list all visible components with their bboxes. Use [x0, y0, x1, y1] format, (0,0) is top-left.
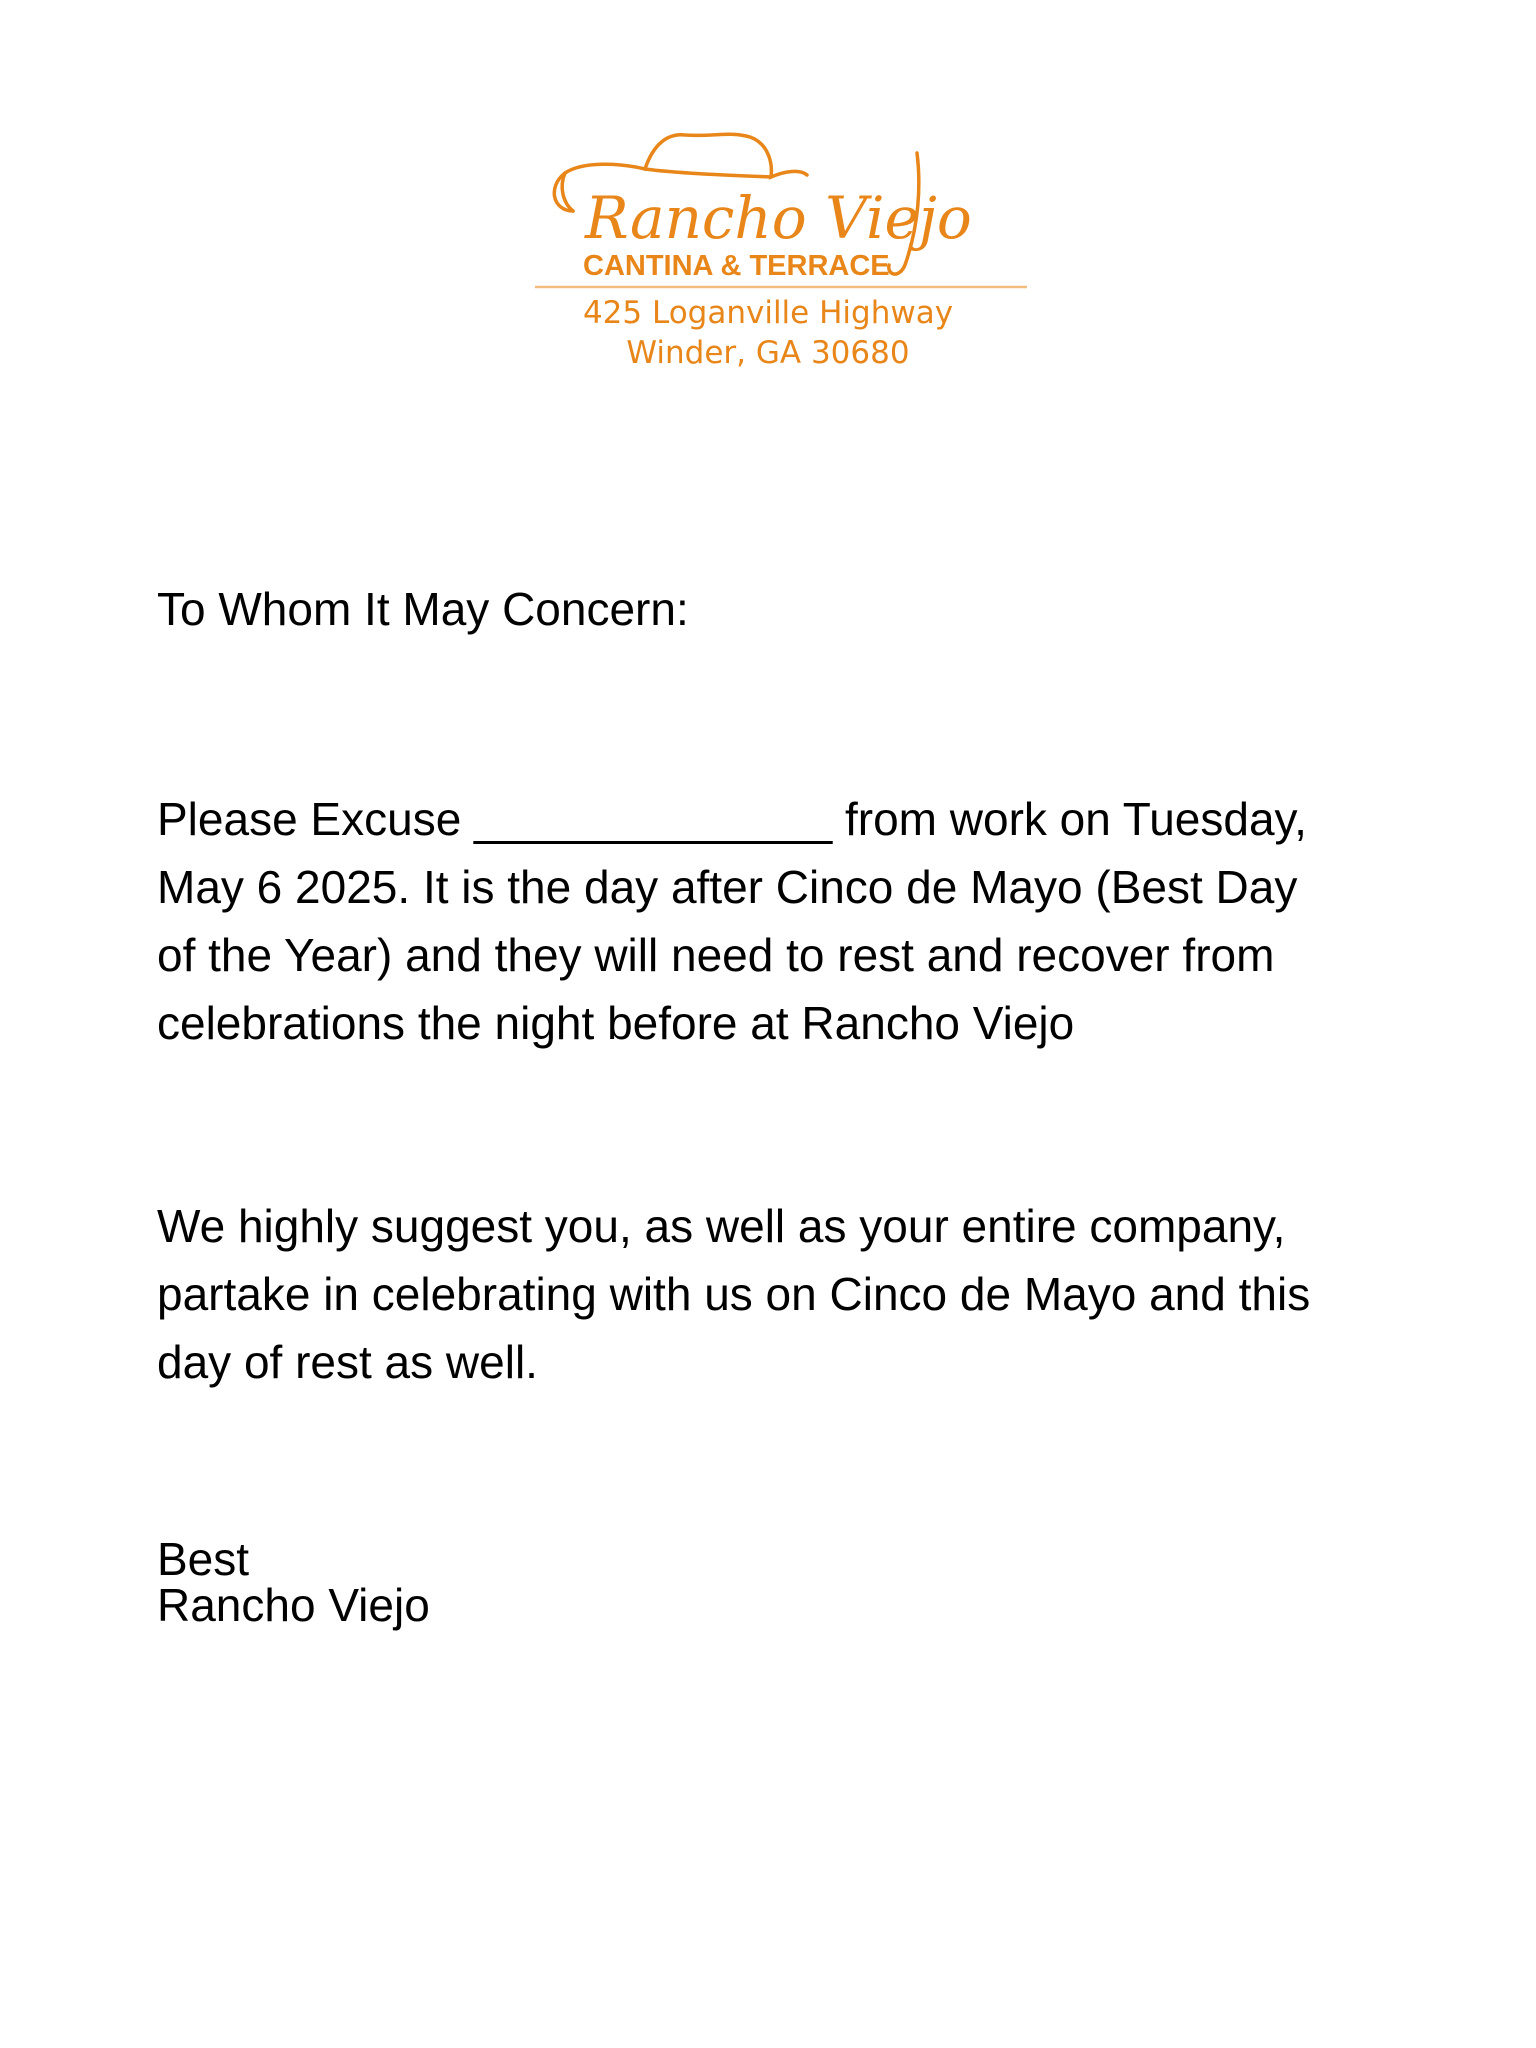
address-street: 425 Loganville Highway — [582, 295, 954, 331]
address-city: Winder, GA 30680 — [626, 335, 910, 371]
paragraph-line: day of rest as well. — [157, 1336, 538, 1388]
paragraph-line: partake in celebrating with us on Cinco de Mayo and this — [157, 1268, 1311, 1320]
paragraph-line: We highly suggest you, as well as your entire company, — [157, 1200, 1286, 1252]
closing: Best — [157, 1533, 250, 1585]
hat-brim-tail — [562, 173, 573, 211]
brand-name: Rancho Viejo — [585, 184, 972, 252]
closing-block — [157, 1533, 1417, 1631]
paragraph-line: celebrations the night before at Rancho Viejo — [157, 997, 1075, 1049]
brand-subtitle: CANTINA & TERRACE — [583, 250, 890, 282]
suggestion-paragraph — [157, 1192, 1417, 1396]
salutation: To Whom It May Concern: — [157, 583, 689, 635]
paragraph-line: May 6 2025. It is the day after Cinco de Mayo (Best Day — [157, 861, 1298, 913]
letterhead — [0, 125, 1536, 385]
address — [0, 293, 1536, 373]
excuse-paragraph — [157, 785, 1417, 1057]
hat-band-line — [645, 169, 771, 177]
letter-body — [157, 575, 1417, 1631]
signature: Rancho Viejo — [157, 1579, 430, 1631]
paragraph-line: Please Excuse ______________ from work on Tuesday, — [157, 793, 1307, 845]
rancho-viejo-logo — [545, 125, 1035, 295]
paragraph-line: of the Year) and they will need to rest and recover from — [157, 929, 1275, 981]
